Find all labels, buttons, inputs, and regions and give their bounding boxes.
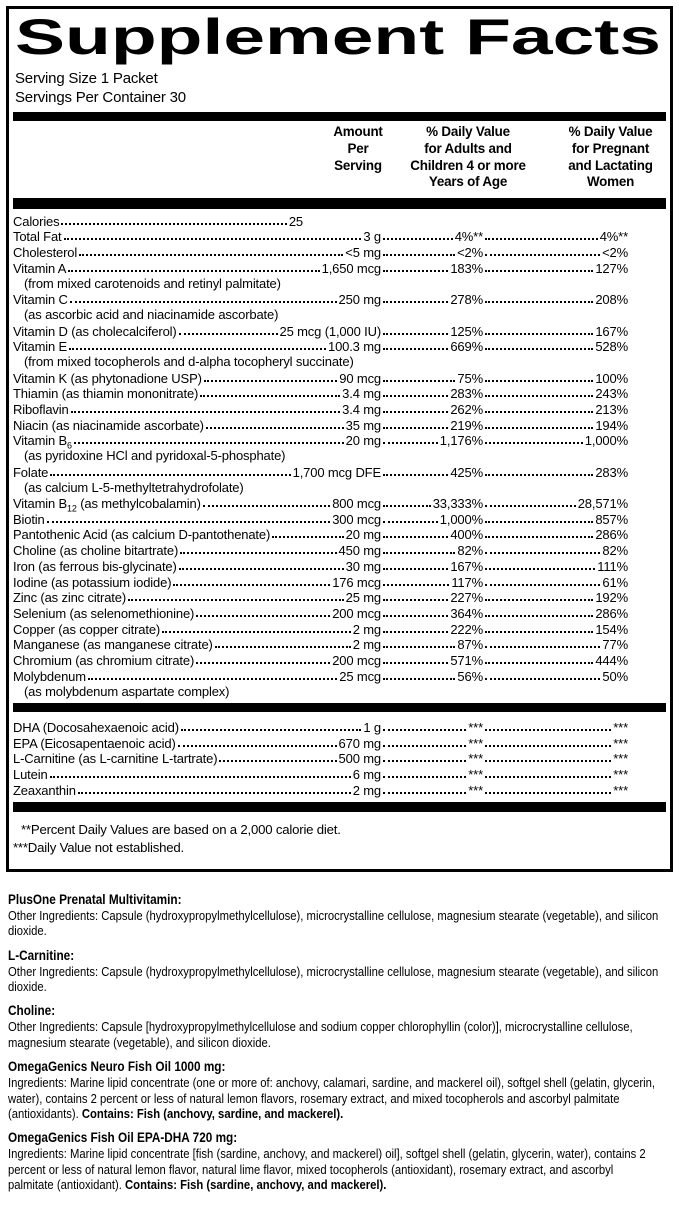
nutrient-row xyxy=(13,260,666,276)
ingredients-text: Other Ingredients: Capsule (hydroxypropylmethylcellulose), microcrystalline cellulose, magnesium stearate (vegetable), and silicon dioxide. xyxy=(8,963,659,994)
nutrient-amount: 200 mcg xyxy=(332,652,381,668)
nutrient-name: Vitamin C xyxy=(13,292,68,308)
serving-size: Serving Size 1 Packet xyxy=(15,70,158,87)
dot-leader xyxy=(61,223,286,225)
dv-adults: *** xyxy=(468,751,483,767)
dot-leader xyxy=(383,568,448,570)
nutrient-row xyxy=(13,291,666,307)
nutrient-amount: 800 mcg xyxy=(332,496,381,512)
dv-pregnant: 100% xyxy=(595,370,628,386)
dot-leader xyxy=(383,395,448,397)
ingredients-text: Other Ingredients: Capsule (hydroxypropylmethylcellulose), microcrystalline cellulose, magnesium stearate (vegetable), and silicon dioxide. xyxy=(8,907,659,939)
dot-leader xyxy=(485,792,611,794)
nutrient-name: Iodine (as potassium iodide) xyxy=(13,574,172,590)
dot-leader xyxy=(47,521,331,523)
dv-adults: 117% xyxy=(451,574,483,590)
dv-pregnant: 154% xyxy=(595,621,628,637)
nutrient-amount: 1 g xyxy=(363,720,381,735)
nutrient-row xyxy=(13,527,666,543)
dv-pregnant: 213% xyxy=(595,401,628,417)
nutrient-name: Calories xyxy=(13,213,60,229)
dv-adults: 1,176% xyxy=(439,433,483,449)
nutrient-amount: 670 mg xyxy=(338,735,381,751)
divider-header xyxy=(13,198,666,209)
nutrient-source-note: (from mixed carotenoids and retinyl palmitate) xyxy=(24,275,281,291)
dot-leader xyxy=(383,729,466,731)
nutrient-name: Manganese (as manganese citrate) xyxy=(13,637,213,653)
dot-leader xyxy=(383,270,448,272)
nutrient-row xyxy=(13,751,666,767)
nutrient-row xyxy=(13,323,666,339)
dv-pregnant: *** xyxy=(613,767,628,783)
dot-leader xyxy=(162,631,351,633)
nutrient-row xyxy=(13,574,666,590)
ingredient-section-body xyxy=(8,1075,661,1121)
ingredient-section-body xyxy=(8,964,661,995)
dot-leader xyxy=(485,427,593,429)
nutrient-amount: 2 mg xyxy=(352,621,381,637)
nutrient-name: Copper (as copper citrate) xyxy=(13,621,161,637)
col-header-line: % Daily Value xyxy=(426,124,510,139)
dv-adults: *** xyxy=(468,720,483,735)
nutrient-name: Cholesterol xyxy=(13,245,78,261)
dv-pregnant: *** xyxy=(613,735,628,751)
nutrient-amount: 25 mcg (1,000 IU) xyxy=(279,323,381,339)
dv-adults: 183% xyxy=(450,260,483,276)
dv-pregnant: 4%** xyxy=(599,229,628,245)
nutrient-row xyxy=(13,542,666,558)
divider-top xyxy=(13,112,666,121)
nutrient-name: Selenium (as selenomethionine) xyxy=(13,605,195,621)
dot-leader xyxy=(485,301,593,303)
nutrient-amount: 3.4 mg xyxy=(342,386,381,402)
divider-mid xyxy=(13,703,666,712)
page-title: Supplement Facts xyxy=(15,13,661,65)
nutrient-amount: 25 mcg xyxy=(339,668,381,684)
dv-pregnant: 167% xyxy=(595,323,628,339)
dot-leader xyxy=(485,552,600,554)
dot-leader xyxy=(485,599,593,601)
nutrient-name: Choline (as choline bitartrate) xyxy=(13,543,179,559)
dot-leader xyxy=(383,792,466,794)
dv-adults: 219% xyxy=(450,417,483,433)
nutrient-amount: 200 mcg xyxy=(332,605,381,621)
dot-leader xyxy=(383,254,455,256)
nutrient-amount: 6 mg xyxy=(352,767,381,783)
dot-leader xyxy=(485,474,593,476)
dv-adults: 364% xyxy=(450,605,483,621)
col-header-line: % Daily Value xyxy=(568,124,653,139)
servings-per-container: Servings Per Container 30 xyxy=(15,88,186,106)
dot-leader xyxy=(70,301,337,303)
nutrient-row xyxy=(13,464,666,480)
dot-leader xyxy=(179,333,278,335)
dot-leader xyxy=(69,348,326,350)
dot-leader xyxy=(74,442,344,444)
nutrient-name: Chromium (as chromium citrate) xyxy=(13,652,195,668)
ingredients-sections xyxy=(8,892,661,1193)
nutrient-name: EPA (Eicosapentaenoic acid) xyxy=(13,735,176,751)
dot-leader xyxy=(383,301,448,303)
dv-adults: 82% xyxy=(457,543,483,559)
dot-leader xyxy=(180,552,336,554)
nutrient-row xyxy=(13,511,666,527)
dv-pregnant: 127% xyxy=(595,260,628,276)
nutrient-name: Vitamin E xyxy=(13,339,68,355)
col-header-line: Serving xyxy=(334,157,382,173)
dot-leader xyxy=(383,745,466,747)
dot-leader xyxy=(383,584,449,586)
col-header-line: for Pregnant xyxy=(571,140,650,156)
dot-leader xyxy=(485,505,576,507)
dv-adults: 1,000% xyxy=(439,511,483,527)
nutrient-row xyxy=(13,401,666,417)
dv-pregnant: 283% xyxy=(595,464,628,480)
dot-leader xyxy=(383,678,455,680)
col-header-dv-pregnant xyxy=(523,124,679,191)
dv-pregnant: 192% xyxy=(595,590,628,606)
dv-pregnant: <2% xyxy=(602,245,628,261)
ingredient-section xyxy=(8,1003,661,1050)
ingredient-section-heading: Choline: xyxy=(8,1003,56,1019)
dot-leader xyxy=(383,646,455,648)
nutrient-row xyxy=(13,386,666,402)
dot-leader xyxy=(64,238,362,240)
ingredient-section-body xyxy=(8,1019,661,1050)
col-header-line: Amount xyxy=(333,124,383,139)
dv-adults: *** xyxy=(468,735,483,751)
dot-leader xyxy=(485,662,593,664)
dot-leader xyxy=(79,254,343,256)
ingredient-section xyxy=(8,1130,661,1192)
nutrient-name: Folate xyxy=(13,464,49,480)
dv-adults: 125% xyxy=(450,323,483,339)
dot-leader xyxy=(485,348,593,350)
footnotes xyxy=(13,812,666,869)
dot-leader xyxy=(173,584,330,586)
nutrient-source-note: (as pyridoxine HCl and pyridoxal-5-phosphate) xyxy=(24,448,286,464)
dv-pregnant: 28,571% xyxy=(577,496,628,512)
dv-adults: 87% xyxy=(457,637,483,653)
nutrient-name: Vitamin A xyxy=(13,260,67,276)
nutrient-name: Vitamin $B_6$ xyxy=(13,433,72,451)
nutrient-name: Vitamin D (as cholecalciferol) xyxy=(13,323,177,339)
dot-leader xyxy=(196,615,330,617)
dot-leader xyxy=(383,505,431,507)
nutrient-amount: 25 mg xyxy=(345,590,381,606)
col-header-line: for Adults and xyxy=(424,140,512,156)
dv-adults: <2% xyxy=(457,245,483,261)
dv-pregnant: 1,000% xyxy=(584,433,628,449)
nutrient-source-note: (as ascorbic acid and niacinamide ascorbate) xyxy=(24,307,279,323)
nutrient-row xyxy=(13,652,666,668)
dot-leader xyxy=(88,678,337,680)
nutrient-row xyxy=(13,637,666,653)
nutrient-row xyxy=(13,558,666,574)
dot-leader xyxy=(78,792,351,794)
dot-leader xyxy=(68,270,319,272)
dot-leader xyxy=(383,427,448,429)
dot-leader xyxy=(485,411,593,413)
ingredient-section xyxy=(8,1059,661,1121)
nutrient-row xyxy=(13,495,666,514)
nutrient-source-note: (from mixed tocopherols and d-alpha tocopheryl succinate) xyxy=(24,354,354,370)
additional-nutrient-table xyxy=(13,712,666,797)
nutrient-row xyxy=(13,229,666,245)
dot-leader xyxy=(71,411,341,413)
nutrient-row xyxy=(13,244,666,260)
nutrient-row xyxy=(13,668,666,684)
dot-leader xyxy=(179,568,344,570)
nutrient-amount: 20 mg xyxy=(345,527,381,543)
dv-pregnant: 50% xyxy=(602,668,628,684)
nutrient-row xyxy=(13,433,666,449)
main-nutrient-table xyxy=(13,209,666,699)
ingredient-section xyxy=(8,948,661,995)
dv-adults: 425% xyxy=(450,464,483,480)
nutrient-row xyxy=(13,719,666,735)
dv-pregnant: 111% xyxy=(597,558,628,574)
dv-pregnant: 286% xyxy=(595,527,628,543)
ingredients-text: Ingredients: Marine lipid concentrate (one or more of: anchovy, calamari, sardine, and mackerel oil), softgel shell (gelatin, glycerin, water), contains 2 percent or less of natural lemon flavors, rosemary extract, and mixed tocopherols and ascorbyl palmitate (antioxidants). xyxy=(8,1075,656,1121)
dot-leader xyxy=(485,442,583,444)
dv-pregnant: 208% xyxy=(595,292,628,308)
col-header-line: and Lactating xyxy=(568,157,653,173)
dot-leader xyxy=(50,776,351,778)
dot-leader xyxy=(485,584,600,586)
nutrient-row xyxy=(13,213,666,229)
dv-pregnant: 243% xyxy=(595,386,628,402)
dv-adults: 262% xyxy=(450,401,483,417)
dot-leader xyxy=(383,521,438,523)
dot-leader xyxy=(383,474,448,476)
nutrient-row xyxy=(13,417,666,433)
nutrient-row xyxy=(13,735,666,751)
nutrient-amount: 176 mcg xyxy=(332,574,381,590)
dot-leader xyxy=(383,760,466,762)
supplement-facts-panel xyxy=(6,6,673,872)
dv-adults: 75% xyxy=(457,370,483,386)
nutrient-name: Niacin (as niacinamide ascorbate) xyxy=(13,417,204,433)
dot-leader xyxy=(485,333,593,335)
ingredients-text: Other Ingredients: Capsule [hydroxypropylmethylcellulose and sodium copper chlorophyllin (color)], microcrystalline cellulose, magnesium stearate (vegetable), and silicon dioxide. xyxy=(8,1019,633,1050)
dot-leader xyxy=(383,442,438,444)
dv-adults: 33,333% xyxy=(432,496,483,512)
dot-leader xyxy=(196,662,330,664)
dv-pregnant: 857% xyxy=(595,511,628,527)
nutrient-source-note: (as molybdenum aspartate complex) xyxy=(24,683,230,699)
dot-leader xyxy=(383,333,448,335)
dot-leader xyxy=(383,552,455,554)
dot-leader xyxy=(204,380,337,382)
nutrient-name: Zinc (as zinc citrate) xyxy=(13,590,127,606)
dot-leader xyxy=(272,536,343,538)
dv-adults: 278% xyxy=(450,292,483,308)
ingredient-section-body xyxy=(8,908,661,939)
dot-leader xyxy=(485,631,593,633)
dv-pregnant: 77% xyxy=(602,637,628,653)
dv-adults: 669% xyxy=(450,339,483,355)
nutrient-name: Riboflavin xyxy=(13,401,69,417)
dot-leader xyxy=(485,745,611,747)
title-banner xyxy=(13,13,666,66)
dot-leader xyxy=(485,760,611,762)
nutrient-name: Pantothenic Acid (as calcium D-pantothenate) xyxy=(13,527,271,543)
dv-adults: 400% xyxy=(450,527,483,543)
nutrient-amount: <5 mg xyxy=(345,245,381,261)
ingredient-section-heading: OmegaGenics Fish Oil EPA-DHA 720 mg: xyxy=(8,1130,238,1146)
nutrient-amount: 3 g xyxy=(363,229,381,245)
dot-leader xyxy=(200,395,340,397)
dot-leader xyxy=(485,536,593,538)
nutrient-name: Thiamin (as thiamin mononitrate) xyxy=(13,386,199,402)
nutrient-amount: 2 mg xyxy=(352,782,381,798)
dv-pregnant: *** xyxy=(613,751,628,767)
dv-pregnant: 61% xyxy=(602,574,628,590)
nutrient-row xyxy=(13,339,666,355)
dot-leader xyxy=(181,729,361,731)
dot-leader xyxy=(383,348,448,350)
nutrient-amount: 500 mg xyxy=(338,751,381,767)
dv-adults: 56% xyxy=(457,668,483,684)
ingredients-text: Ingredients: Marine lipid concentrate [fish (sardine, anchovy, and mackerel) oil], softgel shell (gelatin, glycerin, water), contains 2 percent or less of natural lemon flavor, natural lime flavor, mixed tocopherols (antioxidant), rosemary extract, and ascorbyl palmitate (antioxidant). xyxy=(8,1146,646,1193)
dot-leader xyxy=(383,411,448,413)
nutrient-row xyxy=(13,370,666,386)
dv-pregnant: *** xyxy=(613,720,628,735)
dv-adults: 167% xyxy=(450,558,483,574)
nutrient-amount: 450 mg xyxy=(338,543,381,559)
nutrient-source-note: (as calcium L-5-methyltetrahydrofolate) xyxy=(24,479,244,495)
nutrient-amount: 2 mg xyxy=(352,637,381,653)
dot-leader xyxy=(203,505,330,507)
nutrient-amount: 100.3 mg xyxy=(327,339,381,355)
dv-adults: 222% xyxy=(450,621,483,637)
dot-leader xyxy=(485,615,593,617)
dot-leader xyxy=(383,776,466,778)
dot-leader xyxy=(383,599,448,601)
dot-leader xyxy=(383,615,448,617)
nutrient-name: Vitamin $B_{12}$ (as methylcobalamin) xyxy=(13,496,201,514)
dot-leader xyxy=(219,760,336,762)
dot-leader xyxy=(485,729,611,731)
ingredient-section-heading: PlusOne Prenatal Multivitamin: xyxy=(8,891,182,907)
dv-pregnant: 82% xyxy=(602,543,628,559)
contains-allergen-text: Contains: Fish (sardine, anchovy, and mackerel). xyxy=(125,1177,387,1193)
nutrient-name: Total Fat xyxy=(13,229,62,245)
dv-adults: 283% xyxy=(450,386,483,402)
dot-leader xyxy=(178,745,337,747)
nutrient-amount: 20 mg xyxy=(345,433,381,449)
nutrient-amount: 1,700 mcg DFE xyxy=(292,464,381,480)
dv-adults: *** xyxy=(468,782,483,798)
nutrient-amount: 90 mcg xyxy=(339,370,381,386)
nutrient-name: Iron (as ferrous bis-glycinate) xyxy=(13,558,177,574)
col-header-line: Years of Age xyxy=(428,174,508,190)
dot-leader xyxy=(383,238,453,240)
ingredient-section-heading: OmegaGenics Neuro Fish Oil 1000 mg: xyxy=(8,1059,226,1075)
nutrient-amount: 1,650 mcg xyxy=(321,260,381,276)
dv-pregnant: *** xyxy=(613,782,628,798)
dot-leader xyxy=(485,395,593,397)
dot-leader xyxy=(485,380,593,382)
nutrient-name: Lutein xyxy=(13,767,48,783)
dv-pregnant: 444% xyxy=(595,652,628,668)
dv-pregnant: 286% xyxy=(595,605,628,621)
dot-leader xyxy=(128,599,344,601)
dv-pregnant: 528% xyxy=(595,339,628,355)
dot-leader xyxy=(485,521,593,523)
nutrient-name: Molybdenum xyxy=(13,668,86,684)
column-headers xyxy=(13,121,666,195)
nutrient-amount: 35 mg xyxy=(345,417,381,433)
nutrient-row xyxy=(13,590,666,606)
nutrient-amount: 300 mcg xyxy=(332,511,381,527)
nutrient-amount: 3.4 mg xyxy=(342,401,381,417)
footnote-not-established: ***Daily Value not established. xyxy=(13,839,184,855)
dv-adults: 227% xyxy=(450,590,483,606)
dot-leader xyxy=(485,776,611,778)
nutrient-amount: 30 mg xyxy=(345,558,381,574)
nutrient-amount: 250 mg xyxy=(338,292,381,308)
dot-leader xyxy=(485,568,595,570)
nutrient-row xyxy=(13,782,666,798)
ingredient-section xyxy=(8,892,661,939)
dv-adults: 571% xyxy=(450,652,483,668)
col-header-line: Per xyxy=(347,140,369,156)
dot-leader xyxy=(485,238,598,240)
nutrient-row xyxy=(13,605,666,621)
nutrient-row xyxy=(13,766,666,782)
dot-leader xyxy=(485,254,600,256)
dv-adults: 4%** xyxy=(454,229,483,245)
dot-leader xyxy=(383,662,448,664)
divider-bottom xyxy=(13,802,666,812)
dot-leader xyxy=(50,474,290,476)
dot-leader xyxy=(215,646,351,648)
nutrient-name: Zeaxanthin xyxy=(13,782,76,798)
dv-pregnant: 194% xyxy=(595,417,628,433)
nutrient-row xyxy=(13,621,666,637)
dot-leader xyxy=(206,427,344,429)
dot-leader xyxy=(383,536,448,538)
nutrient-name: DHA (Docosahexaenoic acid) xyxy=(13,720,179,735)
dot-leader xyxy=(383,380,455,382)
dv-adults: *** xyxy=(468,767,483,783)
nutrient-name: Biotin xyxy=(13,511,45,527)
dot-leader xyxy=(383,631,448,633)
ingredient-section-heading: L-Carnitine: xyxy=(8,947,75,963)
col-header-line: Children 4 or more xyxy=(410,157,526,173)
dot-leader xyxy=(485,270,593,272)
nutrient-name: Vitamin K (as phytonadione USP) xyxy=(13,370,202,386)
nutrient-name: L-Carnitine (as L-carnitine L-tartrate) xyxy=(13,751,218,767)
dot-leader xyxy=(485,646,600,648)
dot-leader xyxy=(485,678,600,680)
contains-allergen-text: Contains: Fish (anchovy, sardine, and mackerel). xyxy=(81,1106,344,1121)
footnote-daily-values: **Percent Daily Values are based on a 2,000 calorie diet. xyxy=(21,821,341,837)
col-header-line: Women xyxy=(586,174,635,190)
ingredient-section-body xyxy=(8,1146,661,1192)
nutrient-amount: 25 xyxy=(288,213,303,229)
